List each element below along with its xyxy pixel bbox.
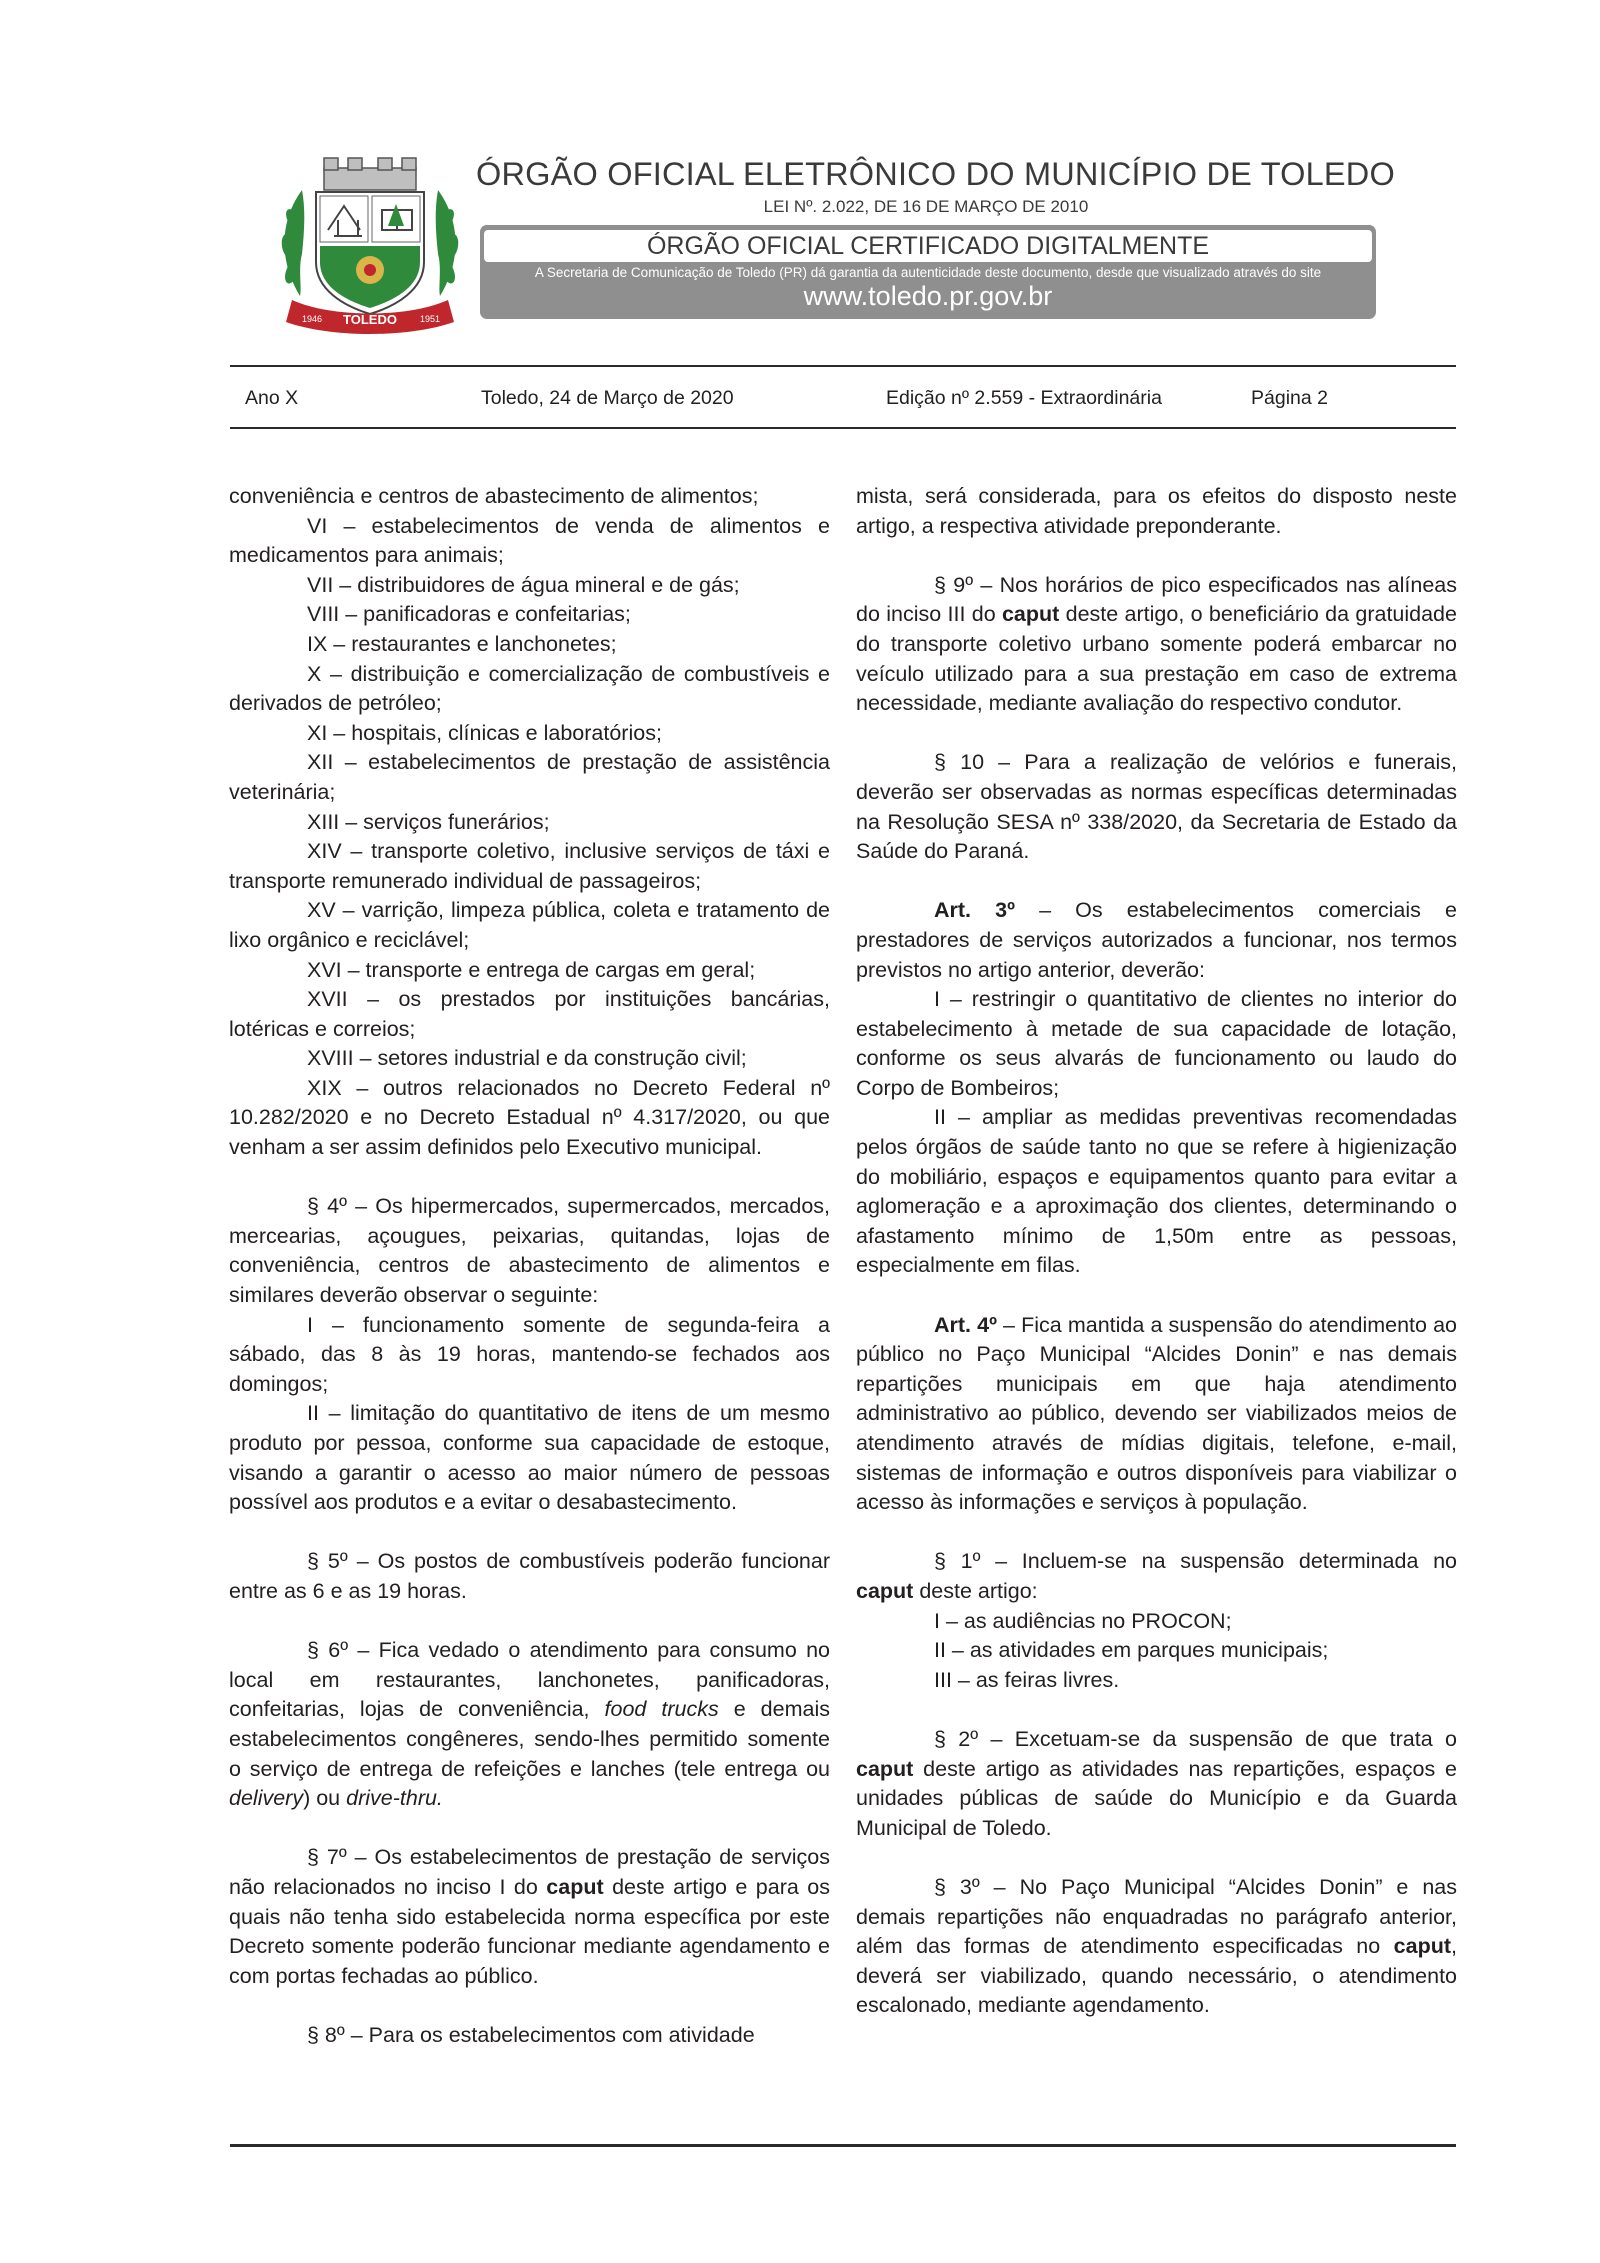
- municipal-crest-logo: [272, 150, 468, 336]
- list-item: III – as feiras livres.: [934, 1667, 1120, 1692]
- certification-box: [480, 225, 1376, 319]
- list-item: XIV – transporte coletivo, inclusive serviços de táxi e transporte remunerado individual de passageiros;: [229, 839, 830, 893]
- masthead-title: ÓRGÃO OFICIAL ELETRÔNICO DO MUNICÍPIO DE TOLEDO: [476, 156, 1395, 192]
- list-item: VI – estabelecimentos de venda de alimentos e medicamentos para animais;: [229, 513, 830, 568]
- list-item: XII – estabelecimentos de prestação de assistência veterinária;: [229, 750, 830, 804]
- list-item: II – ampliar as medidas preventivas recomendadas pelos órgãos de saúde tanto no que se refere à higienização do mobiliário, espaços e equipamentos quanto para evitar a aglomeração e a aproximação dos clientes, determinando o afastamento mínimo de 1,50m entre as pessoas, especialmente em filas.: [856, 1105, 1457, 1278]
- list-item: VII – distribuidores de água mineral e de gás;: [307, 572, 740, 597]
- edition-year: Ano X: [245, 387, 299, 409]
- article-label: Art. 3º: [934, 898, 1015, 923]
- list-item: VIII – panificadoras e confeitarias;: [307, 602, 631, 627]
- body-column-left: [229, 482, 830, 2050]
- article-4: Art. 4º – Fica mantida a suspensão do atendimento ao público no Paço Municipal “Alcides Donin” e nas demais repartições municipais em que haja atendimento administrativo ao público, devendo ser viabilizados meios de atendimento através de mídias digitais, telefone, e-mail, sistemas de informação e outros disponíveis para viabilizar o acesso às informações e serviços à população.: [856, 1312, 1458, 1515]
- list-item: XVII – os prestados por instituições bancárias, lotéricas e correios;: [229, 987, 830, 1041]
- paragraph-10: § 10 – Para a realização de velórios e funerais, deverão ser observadas as normas específicas determinadas na Resolução SESA nº 338/2020, da Secretaria de Estado da Saúde do Paraná.: [856, 750, 1457, 864]
- footer-rule: [230, 2144, 1456, 2147]
- paragraph: conveniência e centros de abastecimento de alimentos;: [229, 484, 759, 508]
- section-1: § 1º – Incluem-se na suspensão determinada no caput deste artigo:: [856, 1549, 1457, 1603]
- edition-date: Toledo, 24 de Março de 2020: [481, 387, 734, 409]
- list-item: XIII – serviços funerários;: [307, 809, 550, 834]
- website-url: www.toledo.pr.gov.br: [803, 281, 1053, 311]
- list-item: II – limitação do quantitativo de itens de um mesmo produto por pessoa, conforme sua capacidade de estoque, visando a garantir o acesso ao maior número de pessoas possível aos produtos e a evitar o desabastecimento.: [229, 1401, 830, 1515]
- crest-banner-text: TOLEDO: [343, 312, 397, 327]
- article-3: Art. 3º – Os estabelecimentos comerciais e prestadores de serviços autorizados a funcionar, nos termos previstos no artigo anterior, deverão:: [856, 898, 1457, 982]
- paragraph-7: § 7º – Os estabelecimentos de prestação de serviços não relacionados no inciso I do caput deste artigo e para os quais não tenha sido estabelecida norma específica por este Decreto somente poderão funcionar mediante agendamento e com portas fechadas ao público.: [229, 1845, 830, 1988]
- masthead-law-reference: LEI Nº. 2.022, DE 16 DE MARÇO DE 2010: [763, 197, 1089, 216]
- list-item: I – as audiências no PROCON;: [934, 1608, 1232, 1633]
- section-2: § 2º – Excetuam-se da suspensão de que trata o caput deste artigo as atividades nas repartições, espaços e unidades públicas de saúde do Município e da Guarda Municipal de Toledo.: [856, 1726, 1457, 1840]
- list-item: II – as atividades em parques municipais;: [934, 1638, 1329, 1663]
- list-item: XVIII – setores industrial e da construção civil;: [307, 1046, 747, 1071]
- crest-year-right: 1951: [419, 314, 441, 324]
- list-item: XVI – transporte e entrega de cargas em geral;: [307, 957, 756, 982]
- paragraph-5: § 5º – Os postos de combustíveis poderão funcionar entre as 6 e as 19 horas.: [229, 1549, 830, 1603]
- article-label: Art. 4º: [934, 1312, 997, 1337]
- header-rule-bottom: [230, 427, 1456, 429]
- list-item: IX – restaurantes e lanchonetes;: [307, 631, 617, 656]
- edition-number: Edição nº 2.559 - Extraordinária: [886, 387, 1162, 409]
- list-item: I – restringir o quantitativo de clientes no interior do estabelecimento à metade de sua capacidade de lotação, conforme os seus alvarás de funcionamento ou laudo do Corpo de Bombeiros;: [856, 987, 1457, 1100]
- paragraph-9: § 9º – Nos horários de pico especificados nas alíneas do inciso III do caput deste artigo, o beneficiário da gratuidade do transporte coletivo urbano somente poderá embarcar no veículo utilizado para a sua prestação em caso de extrema necessidade, mediante avaliação do respectivo condutor.: [856, 572, 1457, 716]
- list-item: X – distribuição e comercialização de combustíveis e derivados de petróleo;: [229, 661, 830, 716]
- list-item: XI – hospitais, clínicas e laboratórios;: [307, 720, 662, 745]
- list-item: XV – varrição, limpeza pública, coleta e tratamento de lixo orgânico e reciclável;: [229, 898, 830, 952]
- paragraph-4: § 4º – Os hipermercados, supermercados, mercados, mercearias, açougues, peixarias, quitandas, lojas de conveniência, centros de abastecimento de alimentos e similares deverão observar o seguinte:: [229, 1194, 830, 1308]
- paragraph: mista, será considerada, para os efeitos do disposto neste artigo, a respectiva atividade preponderante.: [856, 484, 1457, 538]
- paragraph-6: § 6º – Fica vedado o atendimento para consumo no local em restaurantes, lanchonetes, panificadoras, confeitarias, lojas de conveniência, food trucks e demais estabelecimentos congêneres, sendo-lhes permitido somente o serviço de entrega de refeições e lanches (tele entrega ou delivery) ou drive-thru.: [229, 1638, 830, 1811]
- body-column-right: [856, 482, 1457, 2021]
- page-number: Página 2: [1251, 387, 1328, 409]
- list-item: XIX – outros relacionados no Decreto Federal nº 10.282/2020 e no Decreto Estadual nº 4.317/2020, ou que venham a ser assim definidos pelo Executivo municipal.: [229, 1075, 830, 1160]
- header-rule-top: [230, 365, 1456, 367]
- crest-year-left: 1946: [301, 314, 323, 324]
- section-3: § 3º – No Paço Municipal “Alcides Donin” e nas demais repartições não enquadradas no parágrafo anterior, além das formas de atendimento especificadas no caput, deverá ser viabilizado, quando necessário, o atendimento escalonado, mediante agendamento.: [856, 1874, 1457, 2018]
- paragraph-8: § 8º – Para os estabelecimentos com atividade: [307, 2022, 755, 2047]
- list-item: I – funcionamento somente de segunda-feira a sábado, das 8 às 19 horas, mantendo-se fechados aos domingos;: [229, 1312, 830, 1396]
- authenticity-note: A Secretaria de Comunicação de Toledo (PR) dá garantia da autenticidade deste documento, desde que visualizado através do site: [534, 265, 1322, 280]
- certified-banner: ÓRGÃO OFICIAL CERTIFICADO DIGITALMENTE: [484, 230, 1372, 262]
